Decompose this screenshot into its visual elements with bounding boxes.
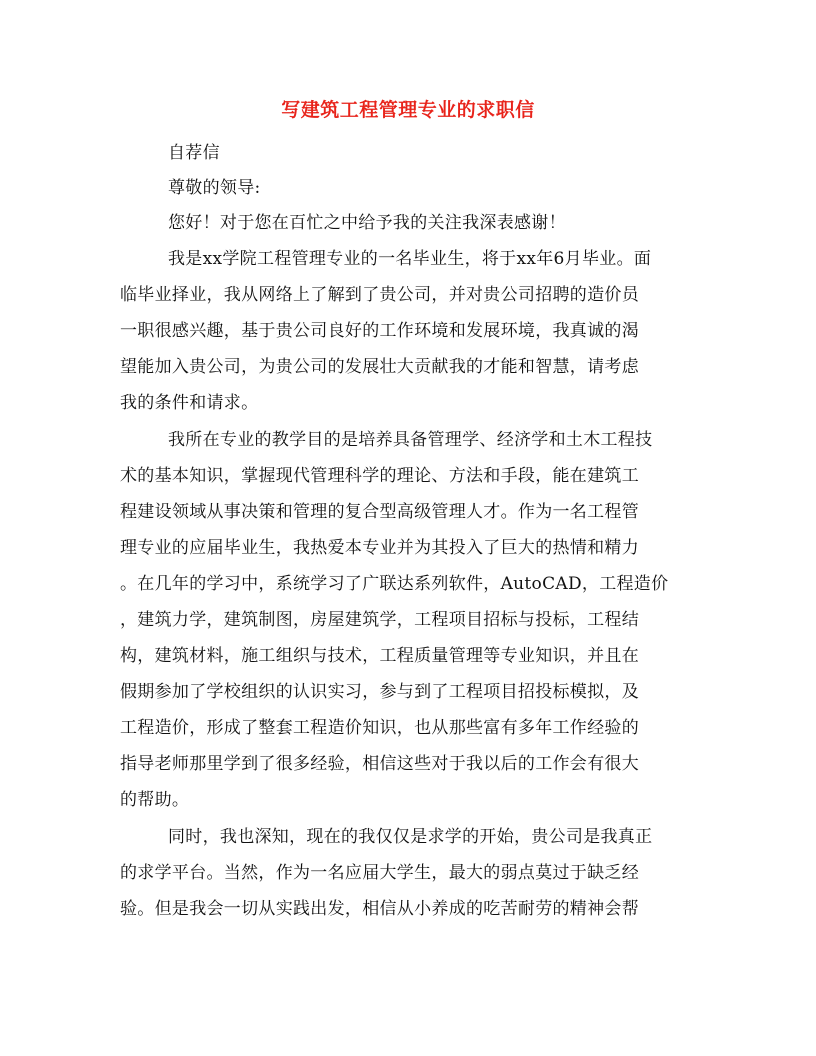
paragraph-1-line-2: 临毕业择业，我从网络上了解到了贵公司，并对贵公司招聘的造价员 <box>120 285 639 305</box>
paragraph-2-line-2: 术的基本知识，掌握现代管理科学的理论、方法和手段，能在建筑工 <box>120 466 639 486</box>
paragraph-3-line-2: 的求学平台。当然，作为一名应届大学生，最大的弱点莫过于缺乏经 <box>120 863 639 883</box>
paragraph-3-line-1: 同时，我也深知，现在的我仅仅是求学的开始，贵公司是我真正 <box>168 827 653 847</box>
paragraph-1-line-1: 我是xx学院工程管理专业的一名毕业生，将于xx年6月毕业。面 <box>168 249 652 269</box>
paragraph-1-line-3: 一职很感兴趣，基于贵公司良好的工作环境和发展环境，我真诚的渴 <box>120 321 639 341</box>
paragraph-3-line-3: 验。但是我会一切从实践出发，相信从小养成的吃苦耐劳的精神会帮 <box>120 899 639 919</box>
document-title: 写建筑工程管理专业的求职信 <box>281 99 535 121</box>
paragraph-2-line-7: 构，建筑材料，施工组织与技术，工程质量管理等专业知识，并且在 <box>120 646 639 666</box>
paragraph-2-line-1: 我所在专业的教学目的是培养具备管理学、经济学和土木工程技 <box>168 430 653 450</box>
paragraph-2-line-6: ，建筑力学，建筑制图，房屋建筑学，工程项目招标与投标，工程结 <box>120 610 639 630</box>
opening-line: 您好！对于您在百忙之中给予我的关注我深表感谢！ <box>168 213 566 233</box>
paragraph-2-line-8: 假期参加了学校组织的认识实习，参与到了工程项目招投标模拟，及 <box>120 682 639 702</box>
paragraph-1-line-4: 望能加入贵公司，为贵公司的发展壮大贡献我的才能和智慧，请考虑 <box>120 357 639 377</box>
paragraph-1-line-5: 我的条件和请求。 <box>120 393 259 413</box>
paragraph-2-line-9: 工程造价，形成了整套工程造价知识，也从那些富有多年工作经验的 <box>120 718 639 738</box>
paragraph-2-line-5: 。在几年的学习中，系统学习了广联达系列软件，AutoCAD，工程造价 <box>120 574 669 594</box>
paragraph-2-line-4: 理专业的应届毕业生，我热爱本专业并为其投入了巨大的热情和精力 <box>120 538 639 558</box>
salutation-heading: 自荐信 <box>168 143 220 163</box>
greeting-line: 尊敬的领导: <box>168 178 261 198</box>
paragraph-2-line-11: 的帮助。 <box>120 790 190 810</box>
paragraph-2-line-3: 程建设领域从事决策和管理的复合型高级管理人才。作为一名工程管 <box>120 502 639 522</box>
paragraph-2-line-10: 指导老师那里学到了很多经验，相信这些对于我以后的工作会有很大 <box>120 754 639 774</box>
